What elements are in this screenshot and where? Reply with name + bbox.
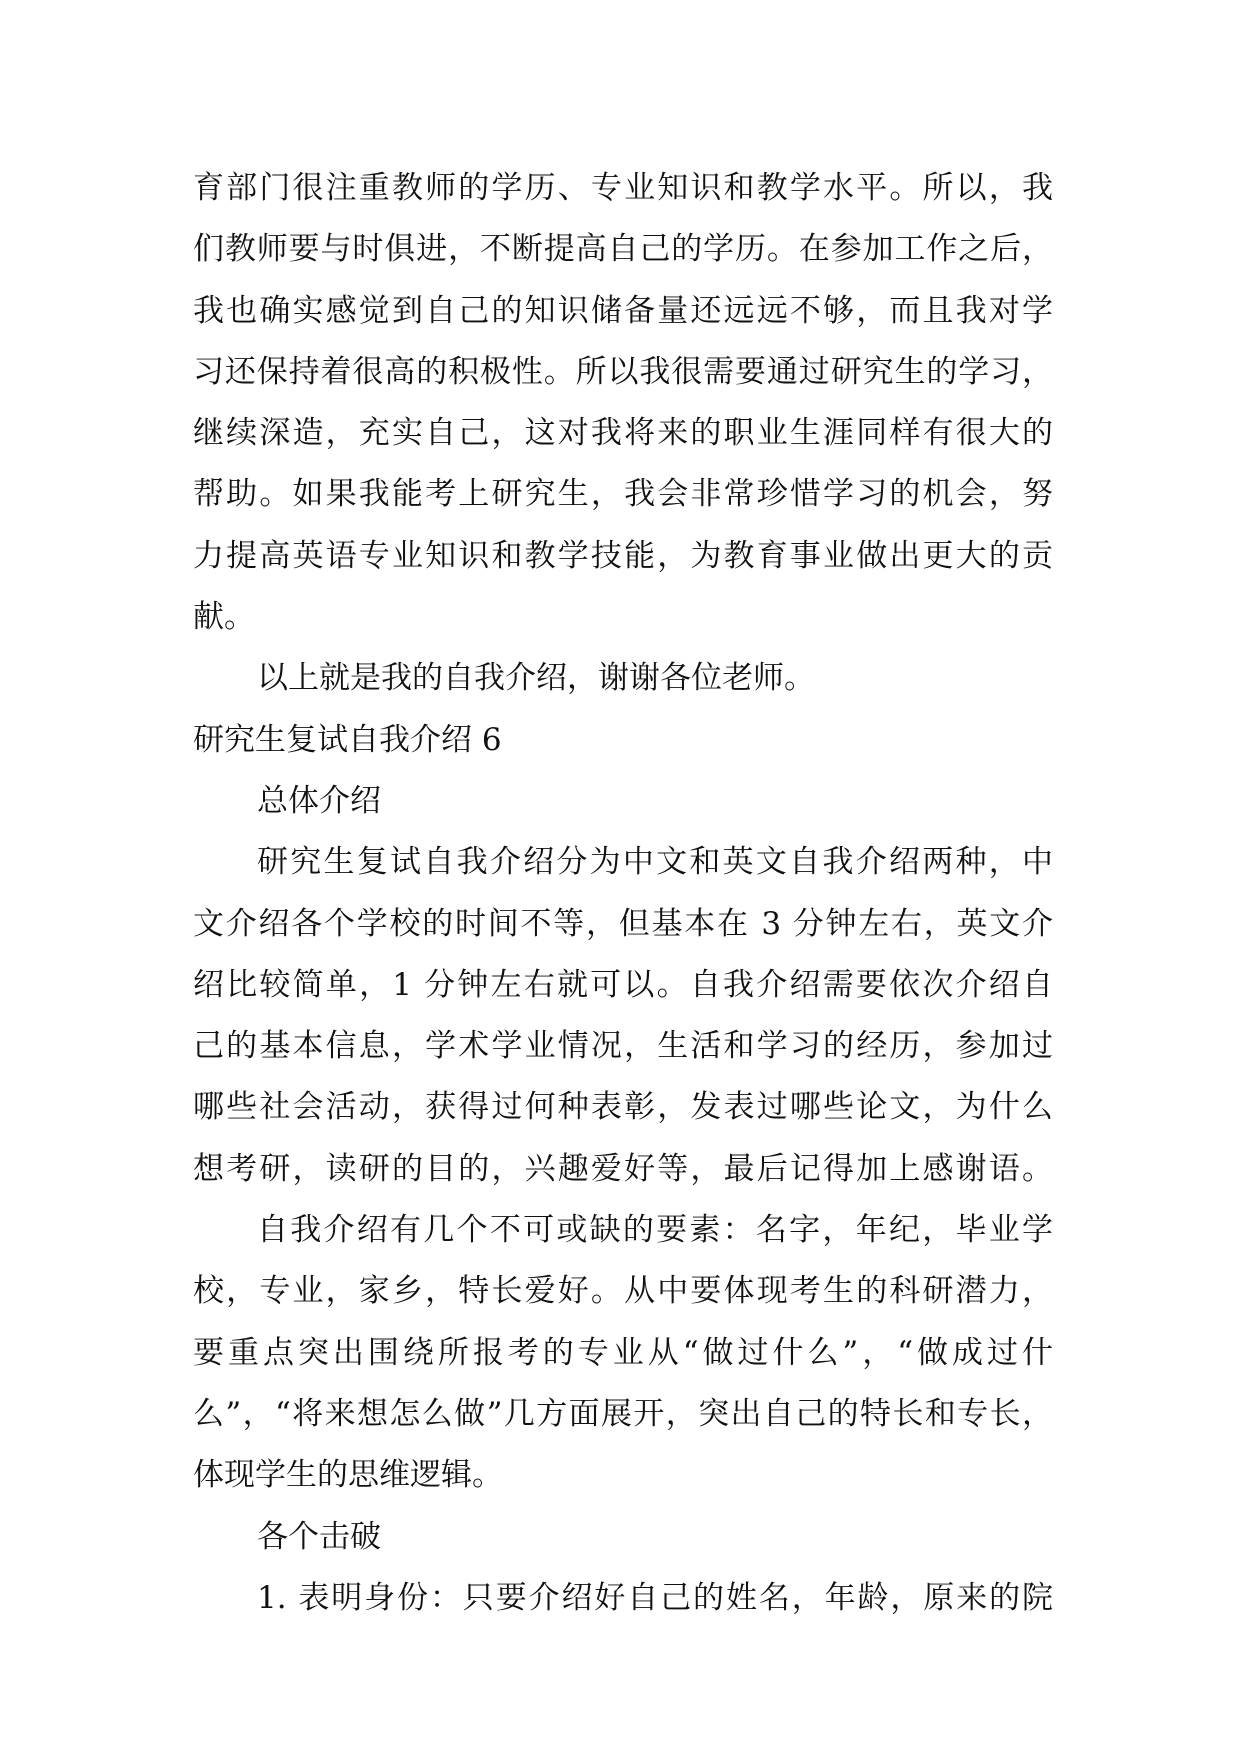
text-line: 己的基本信息，学术学业情况，生活和学习的经历，参加过 xyxy=(193,1028,1053,1065)
text-line: 校，专业，家乡，特长爱好。从中要体现考生的科研潜力， xyxy=(193,1273,1053,1310)
text-line: 以上就是我的自我介绍，谢谢各位老师。 xyxy=(257,660,815,697)
text-line: 帮助。如果我能考上研究生，我会非常珍惜学习的机会，努 xyxy=(193,476,1053,513)
text-line: 研究生复试自我介绍分为中文和英文自我介绍两种，中 xyxy=(257,844,1053,881)
text-line: 力提高英语专业知识和教学技能，为教育事业做出更大的贡 xyxy=(193,537,1053,574)
text-line: 文介绍各个学校的时间不等，但基本在 3 分钟左右，英文介 xyxy=(193,905,1053,942)
text-line: 要重点突出围绕所报考的专业从“做过什么”，“做成过什 xyxy=(193,1334,1053,1371)
text-line: 么”，“将来想怎么做”几方面展开，突出自己的特长和专长， xyxy=(193,1395,1053,1432)
text-line: 自我介绍有几个不可或缺的要素：名字，年纪，毕业学 xyxy=(257,1212,1053,1249)
text-line: 绍比较简单，1 分钟左右就可以。自我介绍需要依次介绍自 xyxy=(193,966,1053,1003)
text-line: 习还保持着很高的积极性。所以我很需要通过研究生的学习， xyxy=(193,353,1053,390)
text-line: 我也确实感觉到自己的知识储备量还远远不够，而且我对学 xyxy=(193,292,1053,329)
text-line: 哪些社会活动，获得过何种表彰，发表过哪些论文，为什么 xyxy=(193,1089,1053,1126)
subheading: 各个击破 xyxy=(257,1518,381,1555)
text-line: 想考研，读研的目的，兴趣爱好等，最后记得加上感谢语。 xyxy=(193,1150,1053,1187)
section-heading: 研究生复试自我介绍 6 xyxy=(193,721,502,758)
text-line: 献。 xyxy=(193,599,255,636)
text-line: 继续深造，充实自己，这对我将来的职业生涯同样有很大的 xyxy=(193,415,1053,452)
text-line: 育部门很注重教师的学历、专业知识和教学水平。所以，我 xyxy=(193,170,1053,206)
text-line: 们教师要与时俱进，不断提高自己的学历。在参加工作之后， xyxy=(193,231,1053,268)
document-body xyxy=(193,158,1053,1629)
subheading: 总体介绍 xyxy=(257,782,381,819)
text-line: 体现学生的思维逻辑。 xyxy=(193,1457,503,1494)
text-line: 1. 表明身份：只要介绍好自己的姓名，年龄，原来的院 xyxy=(257,1579,1053,1616)
